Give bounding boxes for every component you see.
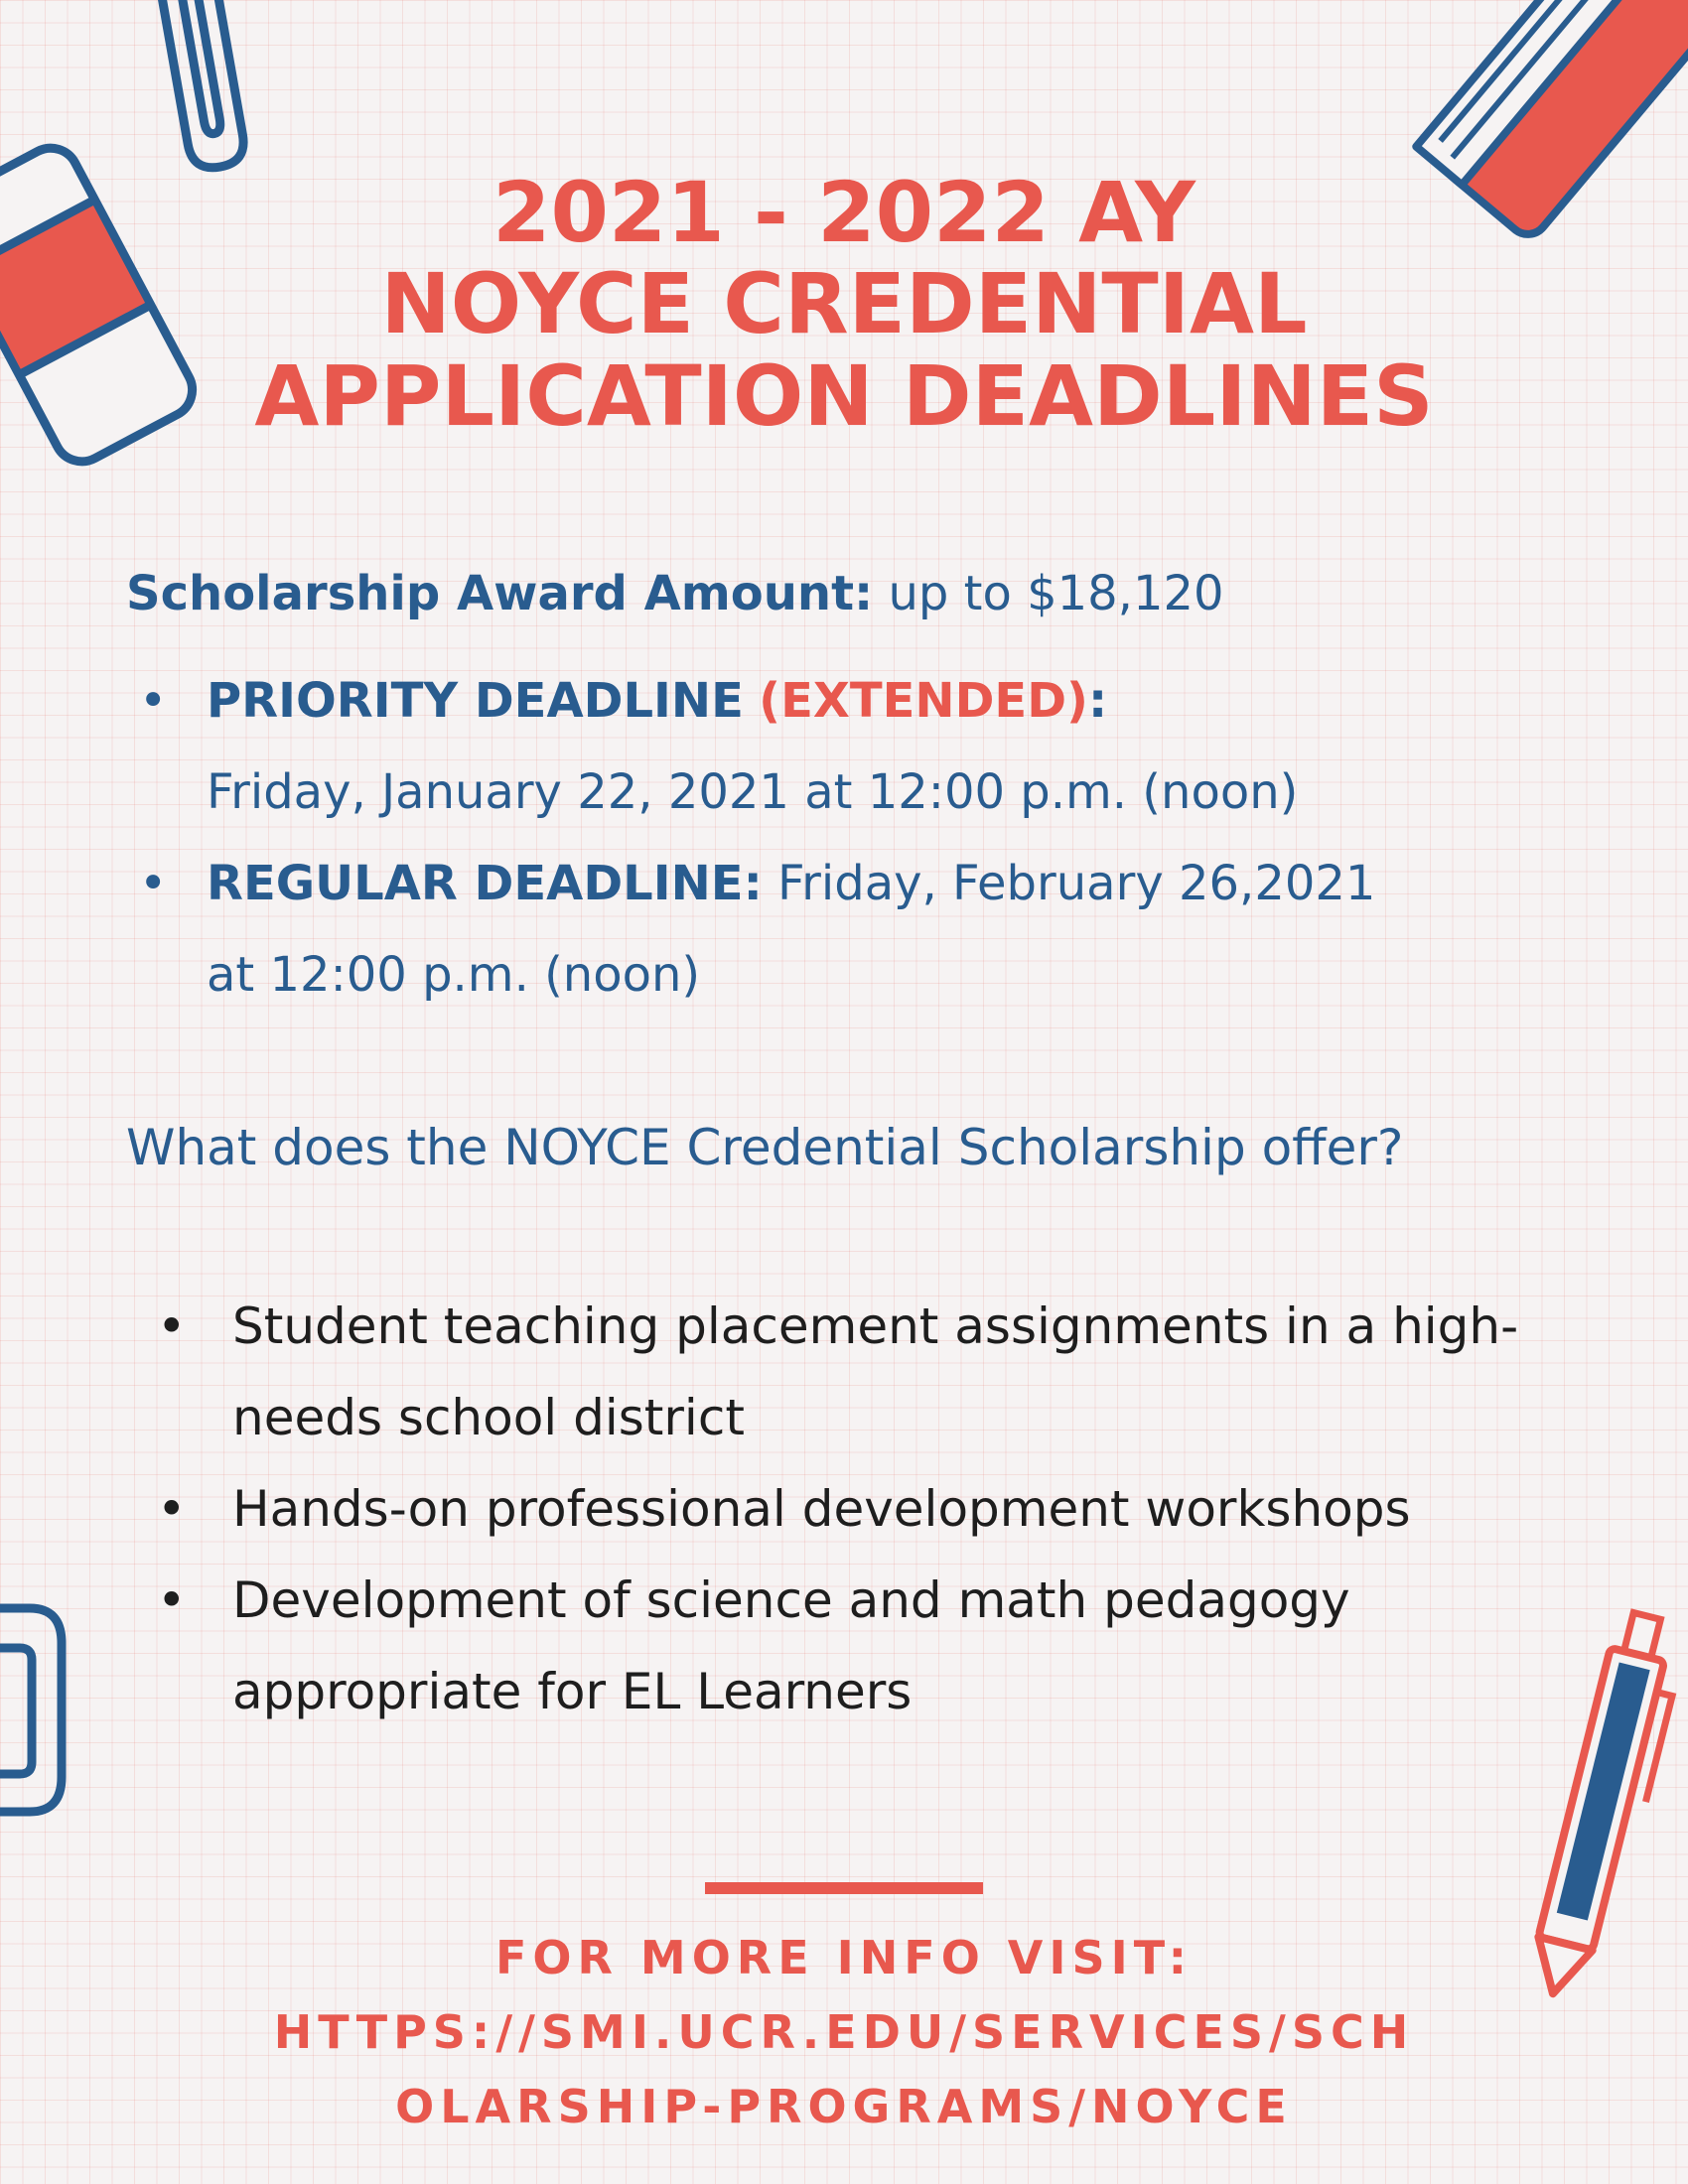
offer-question: What does the NOYCE Credential Scholarship offer? [126,1119,1404,1176]
scholarship-amount-value: up to $18,120 [888,566,1224,621]
bullet: • [157,1480,187,1538]
scholarship-amount-label: Scholarship Award Amount: [126,566,874,621]
deadline-list [139,655,1589,1021]
priority-colon: : [1088,673,1108,729]
list-item [157,1281,1587,1463]
offer-item-text: Development of science and math pedagogy appropriate for EL Learners [232,1571,1350,1720]
bullet: • [139,856,168,911]
bullet: • [139,673,168,729]
divider [705,1882,983,1894]
title-line-1: 2021 - 2022 AY [492,164,1196,261]
title-line-2: NOYCE CREDENTIAL [380,255,1308,353]
extended-tag: (EXTENDED) [759,673,1088,729]
footer-heading: FOR MORE INFO VISIT: [494,1931,1194,1984]
regular-deadline [139,838,1589,1021]
bullet: • [157,1571,187,1629]
footer-url-line-1[interactable]: HTTPS://SMI.UCR.EDU/SERVICES/SCH [273,2005,1415,2059]
list-item [157,1463,1587,1555]
priority-deadline [139,655,1589,838]
title-line-3: APPLICATION DEADLINES [254,346,1434,445]
regular-deadline-time: at 12:00 p.m. (noon) [207,947,701,1003]
footer [0,1921,1688,2144]
scholarship-amount [126,566,1586,621]
paperclip-icon [0,1598,89,1827]
offer-item-text: Hands-on professional development workshops [232,1480,1411,1538]
page-title [0,164,1688,445]
priority-deadline-date: Friday, January 22, 2021 at 12:00 p.m. (noon) [207,764,1299,820]
regular-deadline-date: Friday, February 26,2021 [777,856,1376,911]
regular-deadline-label: REGULAR DEADLINE: [207,856,763,911]
list-item [157,1555,1587,1737]
offer-list [157,1281,1587,1737]
footer-url-line-2[interactable]: OLARSHIP-PROGRAMS/NOYCE [395,2080,1293,2133]
priority-deadline-label: PRIORITY DEADLINE [207,673,744,729]
bullet: • [157,1297,187,1355]
offer-item-text: Student teaching placement assignments in a high-needs school district [232,1297,1519,1446]
